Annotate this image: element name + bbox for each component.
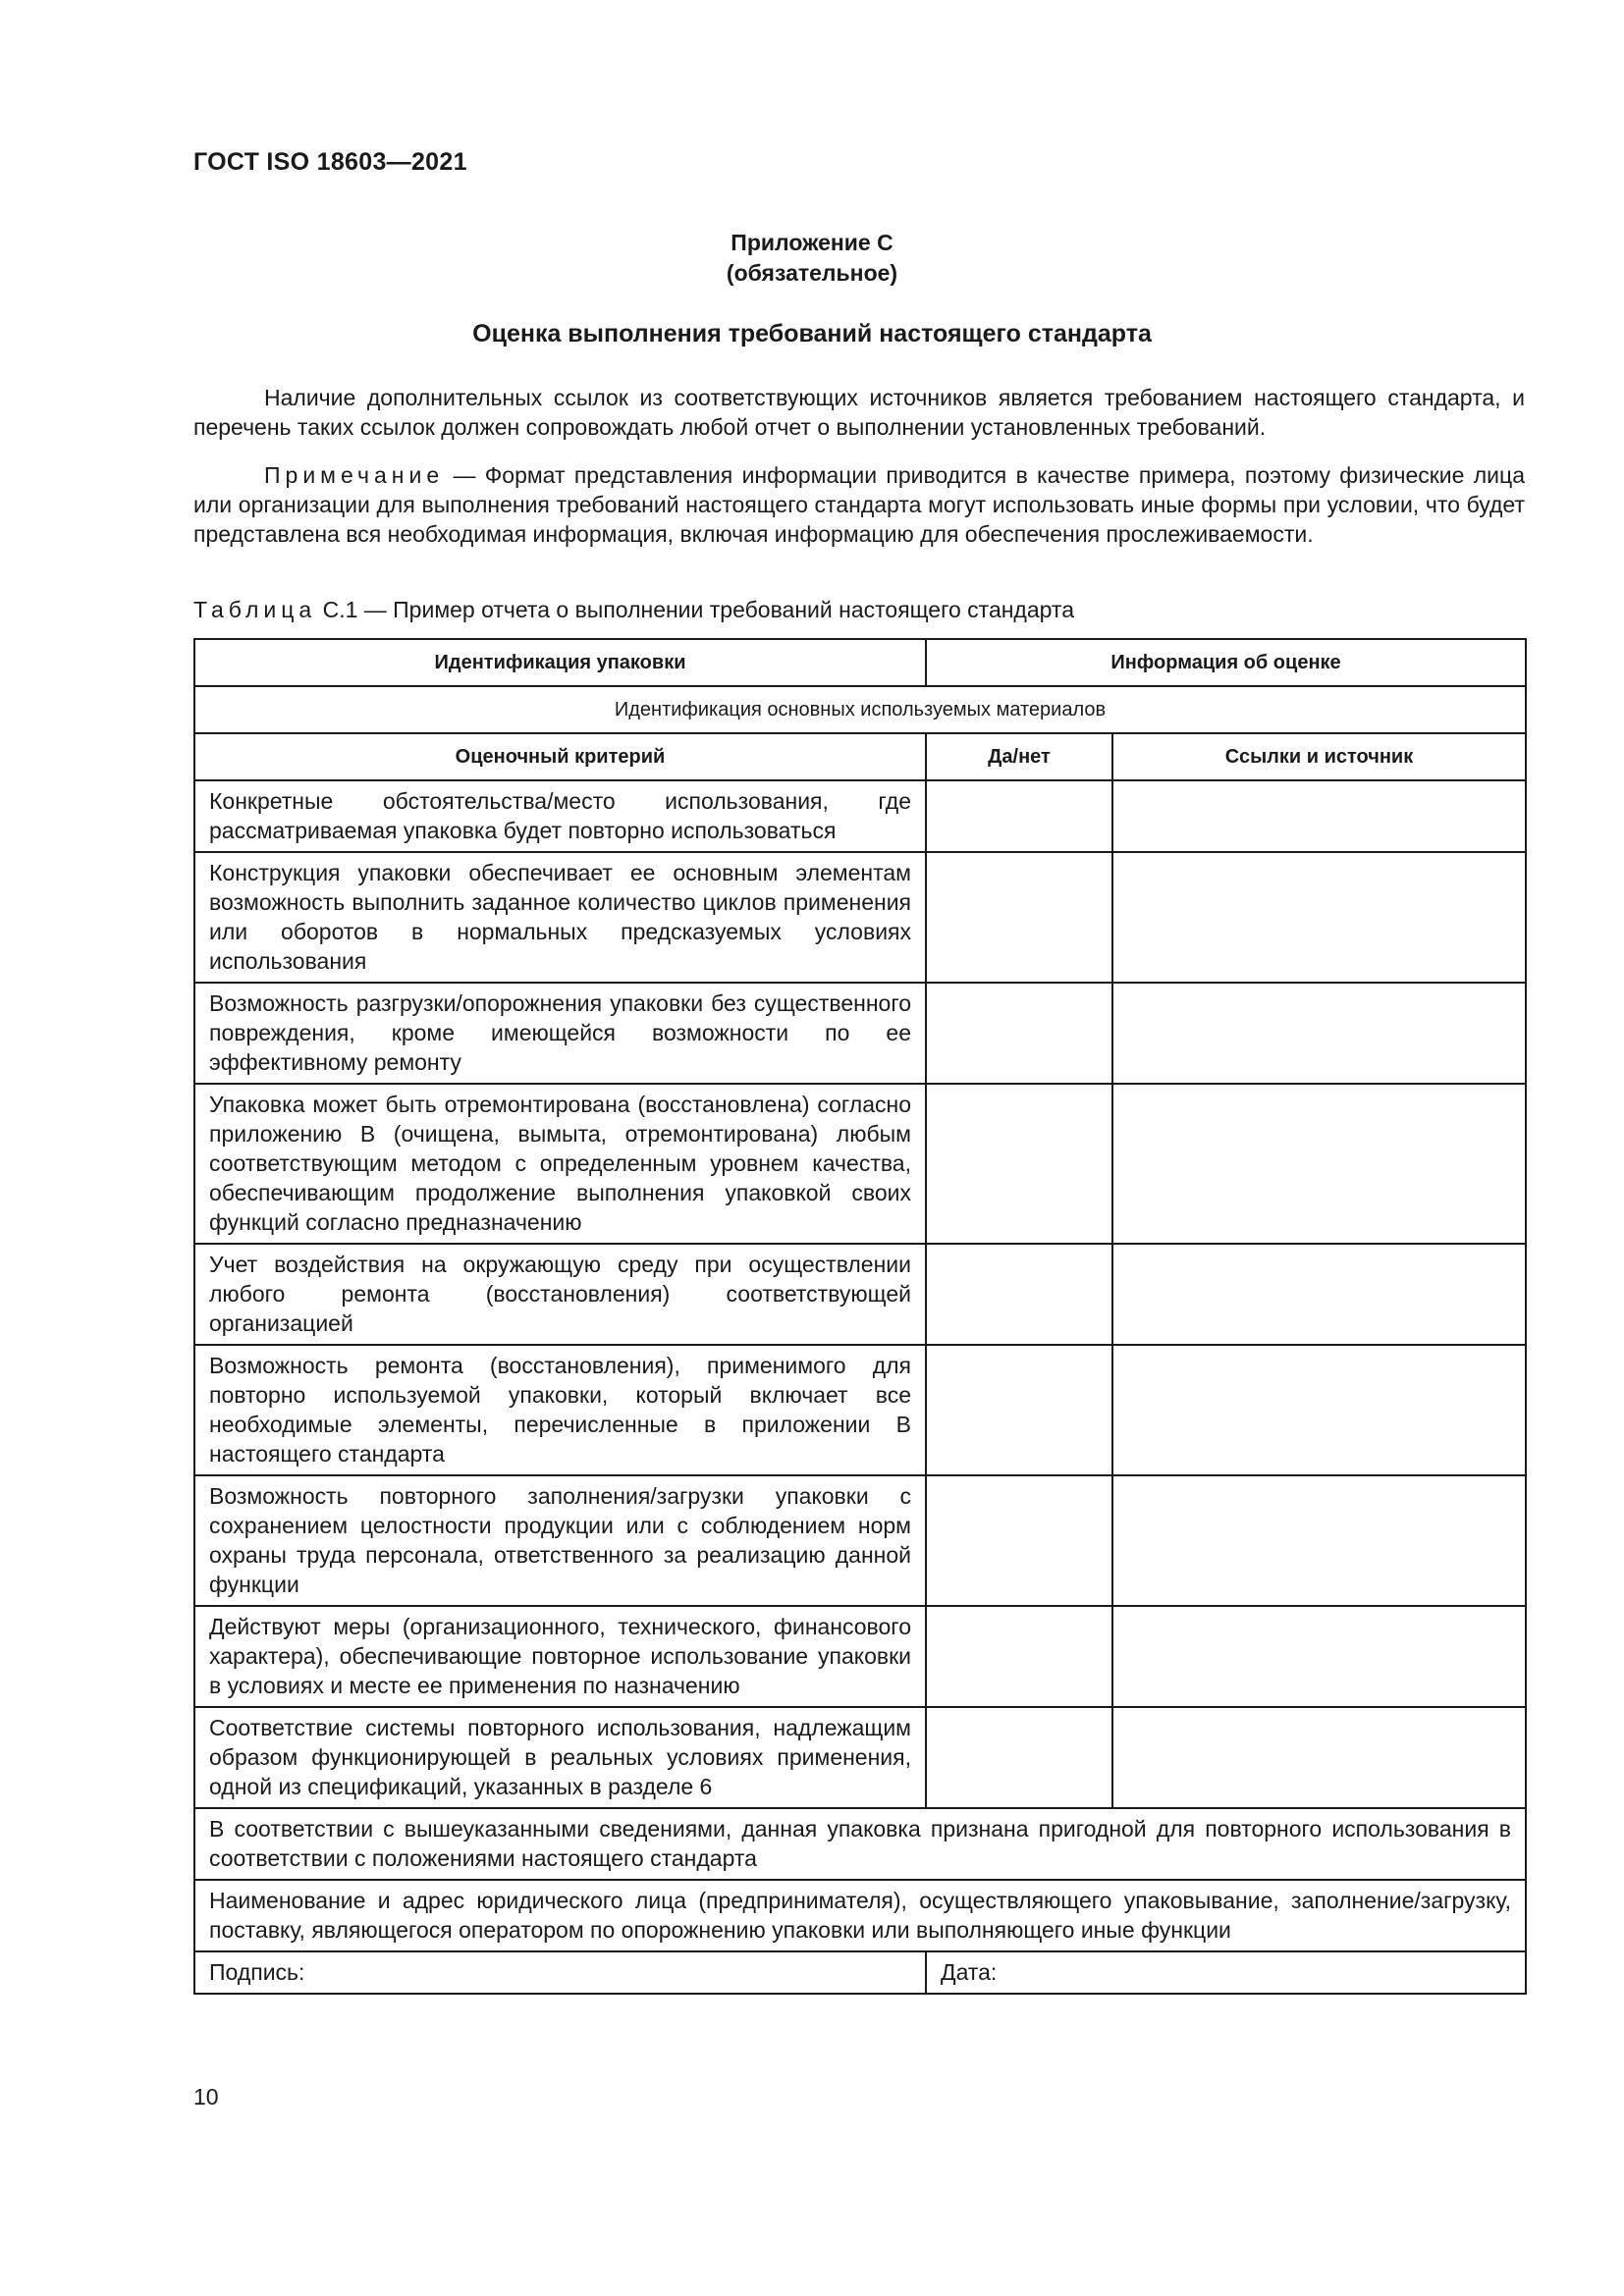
references-cell[interactable] — [1112, 1084, 1526, 1244]
references-cell[interactable] — [1112, 1244, 1526, 1345]
document-header: ГОСТ ISO 18603—2021 — [193, 148, 467, 176]
criterion-cell: Возможность разгрузки/опорожнения упаковки без существенного повреждения, кроме имеющейся возможности по ее эффективному ремонту — [194, 983, 926, 1084]
note-text: Формат представления информации приводится в качестве примера, поэтому физические лица или организации для выполнения требований настоящего стандарта могут использовать иные формы при условии, что будет представлена вся необходимая информация, включая информацию для обеспечения прослеживаемости. — [193, 462, 1525, 547]
note-dash: — — [444, 462, 485, 488]
section-title: Оценка выполнения требований настоящего стандарта — [472, 320, 1152, 347]
assessment-report-table — [193, 638, 1527, 1995]
materials-identification-cell: Идентификация основных используемых материалов — [194, 686, 1526, 733]
annex-heading — [193, 228, 1431, 289]
table-row — [194, 1244, 1526, 1345]
criterion-cell: Соответствие системы повторного использования, надлежащим образом функционирующей в реальных условиях применения, одной из спецификаций, указанных в разделе 6 — [194, 1707, 926, 1808]
signature-row — [194, 1951, 1526, 1994]
references-cell[interactable] — [1112, 1606, 1526, 1707]
criterion-cell: Возможность повторного заполнения/загрузки упаковки с сохранением целостности продукции или с соблюдением норм охраны труда персонала, ответственного за реализацию данной функции — [194, 1475, 926, 1606]
table-header-row — [194, 639, 1526, 686]
table-row — [194, 1345, 1526, 1475]
yesno-cell[interactable] — [926, 983, 1112, 1084]
references-cell[interactable] — [1112, 1345, 1526, 1475]
annex-title: Приложение С — [731, 230, 893, 255]
references-cell[interactable] — [1112, 780, 1526, 852]
criterion-cell: Упаковка может быть отремонтирована (восстановлена) согласно приложению В (очищена, вымыта, отремонтирована) любым соответствующим методом с определенным уровнем качества, обеспечивающим продолжение выполнения упаковкой своих функций согласно предназначению — [194, 1084, 926, 1244]
table-row — [194, 1084, 1526, 1244]
yesno-cell[interactable] — [926, 1475, 1112, 1606]
col-criterion-header: Оценочный критерий — [194, 733, 926, 780]
table-caption-label: Таблица — [193, 597, 317, 622]
references-cell[interactable] — [1112, 1475, 1526, 1606]
criterion-cell: Учет воздействия на окружающую среду при осуществлении любого ремонта (восстановления) соответствующей организацией — [194, 1244, 926, 1345]
intro-paragraph: Наличие дополнительных ссылок из соответствующих источников является требованием настоящего стандарта, и перечень таких ссылок должен сопровождать любой отчет о выполнении установленных требований. — [193, 385, 1525, 440]
table-caption-text: С.1 — Пример отчета о выполнении требований настоящего стандарта — [316, 597, 1075, 622]
materials-row — [194, 686, 1526, 733]
yesno-cell[interactable] — [926, 852, 1112, 983]
table-row — [194, 780, 1526, 852]
signature-cell[interactable]: Подпись: — [194, 1951, 926, 1994]
table-row — [194, 1606, 1526, 1707]
references-cell[interactable] — [1112, 852, 1526, 983]
yesno-cell[interactable] — [926, 1606, 1112, 1707]
annex-status: (обязательное) — [726, 260, 898, 286]
header-assessment-information: Информация об оценке — [926, 639, 1526, 686]
table-row — [194, 1475, 1526, 1606]
table-row — [194, 1707, 1526, 1808]
conclusion-row — [194, 1808, 1526, 1880]
yesno-cell[interactable] — [926, 1244, 1112, 1345]
table-row — [194, 983, 1526, 1084]
criterion-cell: Конкретные обстоятельства/место использования, где рассматриваемая упаковка будет повторно использоваться — [194, 780, 926, 852]
note-label: Примечание — [264, 462, 445, 488]
note-paragraph — [193, 460, 1525, 549]
references-cell[interactable] — [1112, 1707, 1526, 1808]
conclusion-cell: В соответствии с вышеуказанными сведениями, данная упаковка признана пригодной для повторного использования в соответствии с положениями настоящего стандарта — [194, 1808, 1526, 1880]
yesno-cell[interactable] — [926, 1084, 1112, 1244]
col-references-header: Ссылки и источник — [1112, 733, 1526, 780]
yesno-cell[interactable] — [926, 1707, 1112, 1808]
page-number: 10 — [193, 2084, 219, 2109]
entity-cell: Наименование и адрес юридического лица (предпринимателя), осуществляющего упаковывание, заполнение/загрузку, поставку, являющегося оператором по опорожнению упаковки или выполняющего иные функции — [194, 1880, 1526, 1951]
references-cell[interactable] — [1112, 983, 1526, 1084]
criterion-cell: Конструкция упаковки обеспечивает ее основным элементам возможность выполнить заданное количество циклов применения или оборотов в нормальных предсказуемых условиях использования — [194, 852, 926, 983]
entity-row — [194, 1880, 1526, 1951]
table-caption — [193, 597, 1074, 623]
yesno-cell[interactable] — [926, 1345, 1112, 1475]
criterion-cell: Действуют меры (организационного, технического, финансового характера), обеспечивающие повторное использование упаковки в условиях и месте ее применения по назначению — [194, 1606, 926, 1707]
yesno-cell[interactable] — [926, 780, 1112, 852]
table-row — [194, 852, 1526, 983]
col-yesno-header: Да/нет — [926, 733, 1112, 780]
date-cell[interactable]: Дата: — [926, 1951, 1526, 1994]
criterion-cell: Возможность ремонта (восстановления), применимого для повторно используемой упаковки, который включает все необходимые элементы, перечисленные в приложении В настоящего стандарта — [194, 1345, 926, 1475]
column-header-row — [194, 733, 1526, 780]
header-packaging-identification: Идентификация упаковки — [194, 639, 926, 686]
